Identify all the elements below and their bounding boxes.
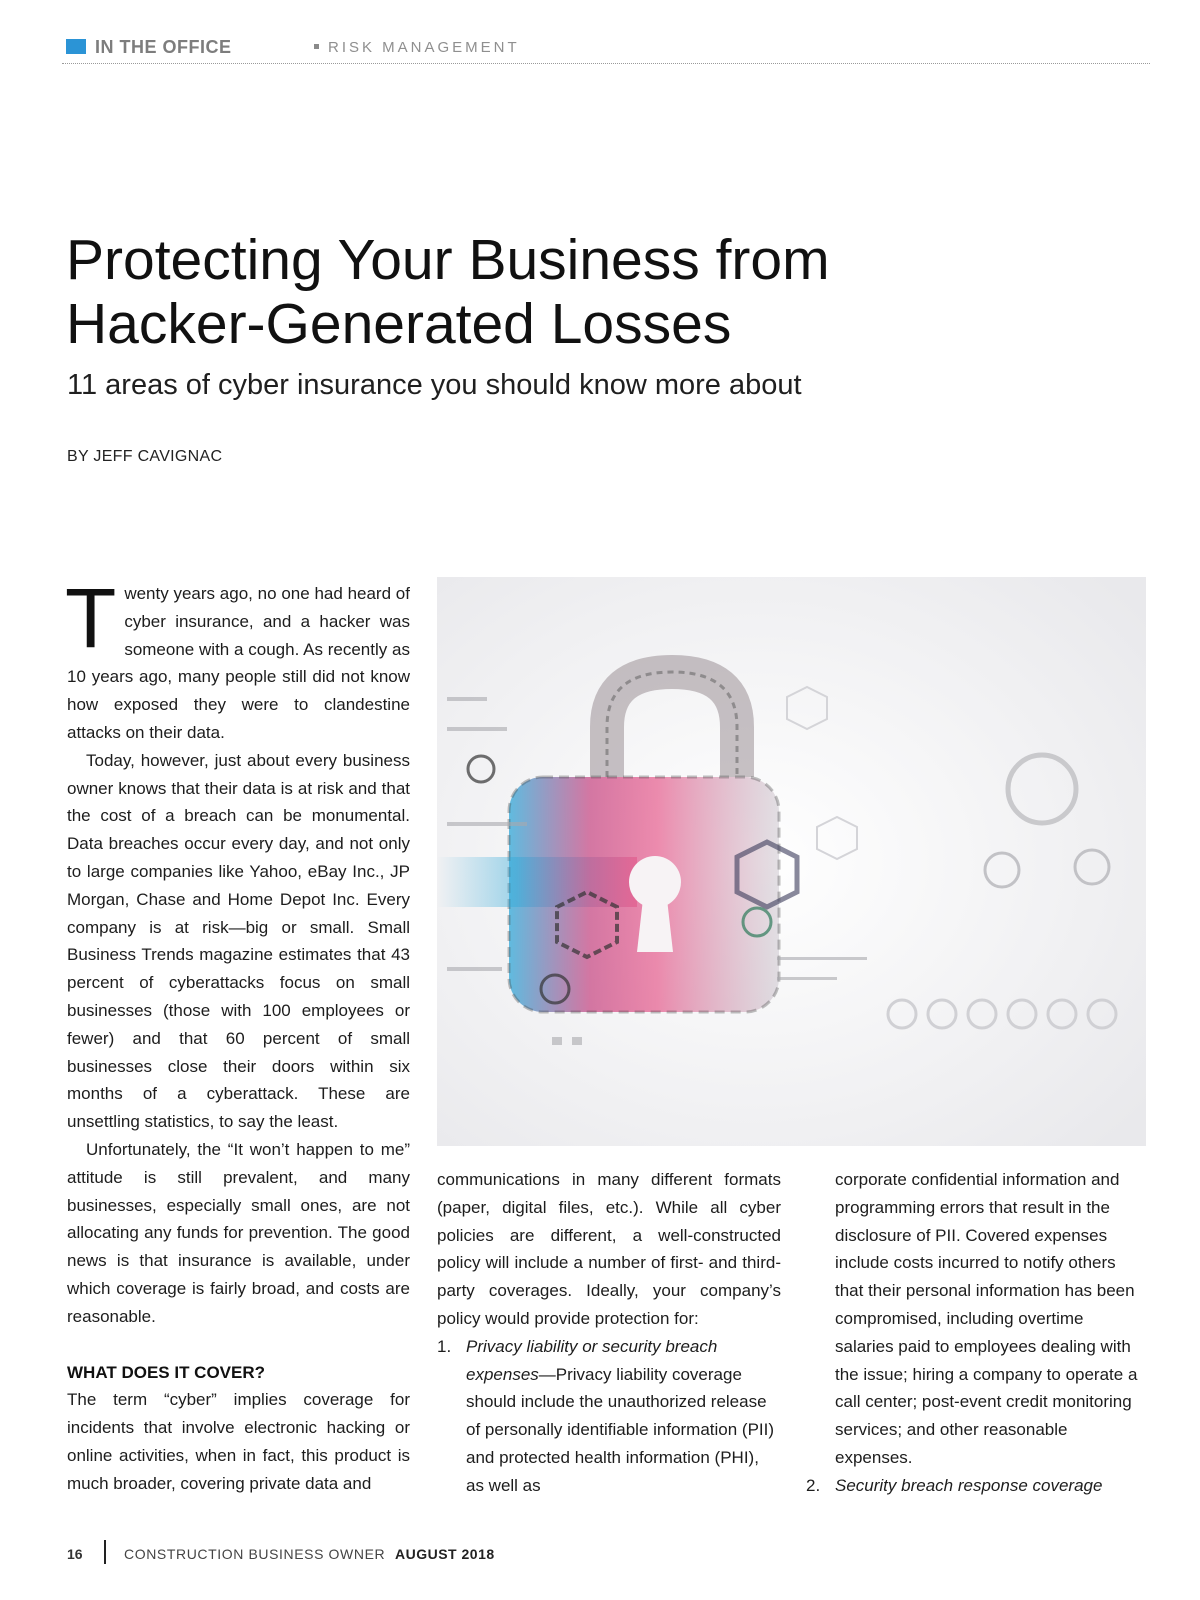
title-line-2: Hacker-Generated Losses <box>66 292 732 356</box>
subsection-label: RISK MANAGEMENT <box>328 39 520 56</box>
article-subtitle: 11 areas of cyber insurance you should know more about <box>67 369 802 401</box>
page-number: 16 <box>67 1546 83 1562</box>
list-number: 2. <box>806 1475 821 1495</box>
section-header <box>66 36 1146 64</box>
section-label: IN THE OFFICE <box>95 37 232 57</box>
paragraph: Unfortunately, the “It won’t happen to me” attitude is still prevalent, and many businesses, especially small ones, are not allocating any funds for prevention. The good news is that insurance is available, under which coverage is fairly broad, and costs are reasonable. <box>67 1139 410 1326</box>
column-2 <box>437 1166 781 1500</box>
header-rule <box>62 63 1150 64</box>
paragraph: communications in many different formats (paper, digital files, etc.). While all cyber policies are different, a well-constructed policy will include a number of first- and third-party coverages. Ideally, your company’s policy would provide protection for: <box>437 1170 781 1328</box>
title-line-1: Protecting Your Business from <box>66 228 830 292</box>
paragraph: Today, however, just about every business owner knows that their data is at risk and that the cost of a breach can be monumental. Data breaches occur every day, and not only to large companies like Yahoo, eBay Inc., JP Morgan, Chase and Home Depot Inc. Every company is at risk—big or small. Small Business Trends magazine estimates that 43 percent of cyberattacks focus on small businesses (those with 100 employees or fewer) and that 60 percent of small businesses close their doors within six months of a cyberattack. These are unsettling statistics, to say the least. <box>67 750 410 1132</box>
article-title <box>66 228 966 356</box>
byline: BY JEFF CAVIGNAC <box>67 448 223 465</box>
padlock-icon <box>437 577 1146 1146</box>
publication-name: CONSTRUCTION BUSINESS OWNER <box>124 1546 386 1562</box>
issue-date: AUGUST 2018 <box>395 1546 495 1562</box>
header-separator <box>314 44 319 49</box>
section-subhead: WHAT DOES IT COVER? <box>67 1362 266 1382</box>
list-item <box>806 1472 1146 1500</box>
list-item <box>437 1333 781 1500</box>
paragraph: The term “cyber” implies coverage for incidents that involve electronic hacking or online activities, when in fact, this product is much broader, covering private data and <box>67 1390 410 1493</box>
footer-divider <box>104 1540 106 1564</box>
list-number: 1. <box>437 1336 452 1356</box>
section-marker <box>66 39 86 54</box>
list-item-title: Privacy liability or security breach expenses <box>466 1336 718 1384</box>
list-item-title: Security breach response coverage <box>835 1475 1103 1495</box>
column-3 <box>806 1166 1146 1500</box>
drop-cap: T <box>65 571 117 665</box>
paragraph <box>65 571 410 747</box>
padlock-illustration <box>437 577 1146 1146</box>
list-item-continued: corporate confidential information and programming errors that result in the disclosure of PII. Covered expenses include costs incurred to notify others that their personal information has been compromised, including overtime salaries paid to employees dealing with the issue; hiring a company to operate a call center; post-event credit monitoring services; and other reasonable expenses. <box>835 1170 1138 1467</box>
column-1 <box>65 571 410 1498</box>
paragraph-text: wenty years ago, no one had heard of cyber insurance, and a hacker was someone with a cough. As recently as 10 years ago, many people still did not know how exposed they were to clandestine attacks on their data. <box>67 584 410 742</box>
list-item-text: —Privacy liability coverage should include the unauthorized release of personally identifiable information (PII) and protected health information (PHI), as well as <box>466 1364 775 1495</box>
